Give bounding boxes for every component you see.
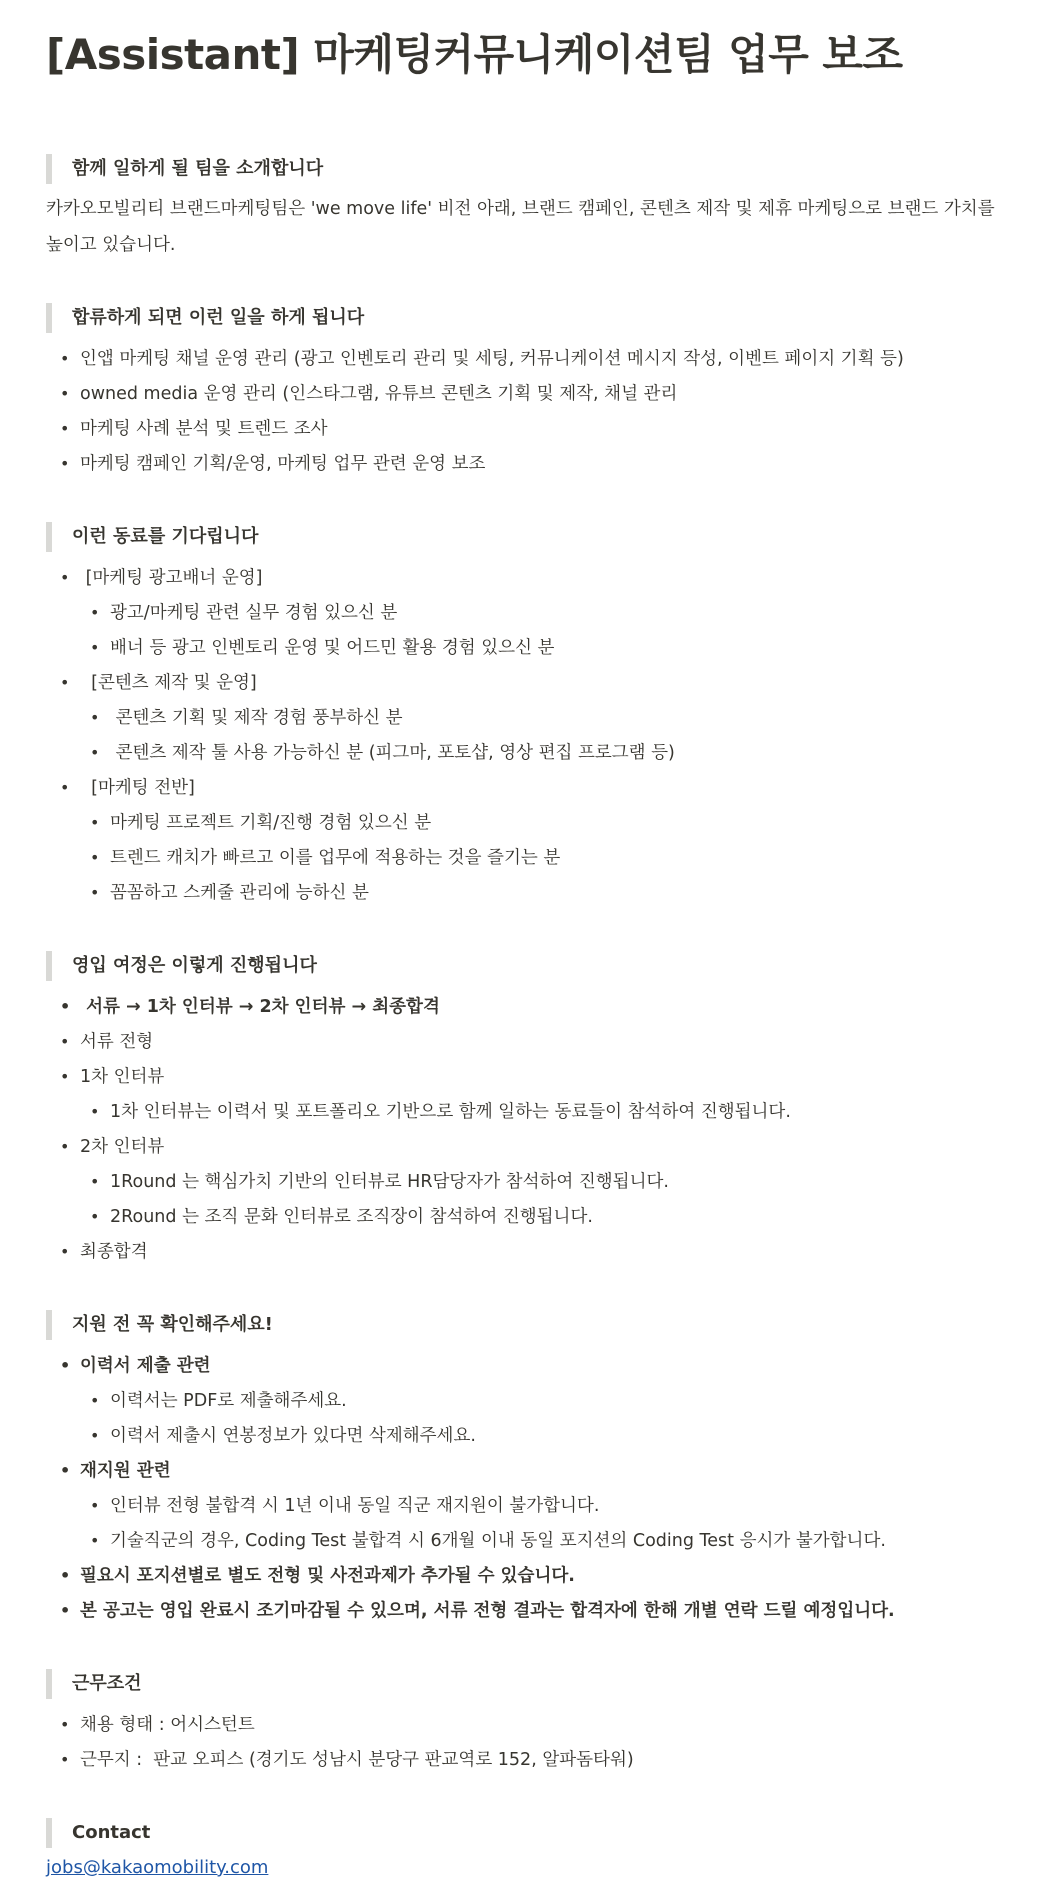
bullet-icon: • [90, 603, 100, 622]
page-title: [Assistant] 마케팅커뮤니케이션팀 업무 보조 [46, 30, 903, 79]
bullet-icon: • [60, 1566, 71, 1585]
bullet-icon: • [90, 813, 100, 832]
bullet-icon: • [90, 1207, 100, 1226]
list-item: • 인앱 마케팅 채널 운영 관리 (광고 인벤토리 관리 및 세팅, 커뮤니케이션 메시지 작성, 이벤트 페이지 기획 등) [60, 349, 904, 369]
section-heading-contact: Contact [46, 1818, 150, 1848]
bullet-icon: • [60, 454, 70, 473]
section-heading-notice: 지원 전 꼭 확인해주세요! [46, 1310, 273, 1340]
list-item: • 기술직군의 경우, Coding Test 불합격 시 6개월 이내 동일 포지션의 Coding Test 응시가 불가합니다. [90, 1531, 886, 1551]
team-intro-text: 카카오모빌리티 브랜드마케팅팀은 'we move life' 비전 아래, 브랜드 캠페인, 콘텐츠 제작 및 제휴 마케팅으로 브랜드 가치를 높이고 있습니다. [46, 199, 995, 255]
bullet-icon: • [90, 1102, 100, 1121]
bullet-icon: • [60, 1461, 71, 1480]
list-item: • 1차 인터뷰는 이력서 및 포트폴리오 기반으로 함께 일하는 동료들이 참석하여 진행됩니다. [90, 1102, 791, 1122]
bullet-icon: • [90, 883, 100, 902]
list-item: • 필요시 포지션별로 별도 전형 및 사전과제가 추가될 수 있습니다. [60, 1566, 575, 1586]
bullet-icon: • [90, 1531, 100, 1550]
bullet-icon: • [60, 568, 70, 587]
section-heading-team: 함께 일하게 될 팀을 소개합니다 [46, 154, 323, 184]
bullet-icon: • [60, 1032, 70, 1051]
list-item: • 채용 형태 : 어시스턴트 [60, 1715, 255, 1735]
list-item: • [콘텐츠 제작 및 운영] [60, 673, 257, 693]
bullet-icon: • [90, 708, 100, 727]
list-item: • 마케팅 프로젝트 기획/진행 경험 있으신 분 [90, 813, 432, 833]
bullet-icon: • [60, 1356, 71, 1375]
section-heading-colleague: 이런 동료를 기다립니다 [46, 522, 258, 552]
section-heading-duties: 합류하게 되면 이런 일을 하게 됩니다 [46, 303, 364, 333]
bullet-icon: • [60, 349, 70, 368]
list-item: • [마케팅 광고배너 운영] [60, 568, 263, 588]
bullet-icon: • [60, 997, 71, 1016]
section-heading-process: 영입 여정은 이렇게 진행됩니다 [46, 951, 317, 981]
bullet-icon: • [60, 1242, 70, 1261]
bullet-icon: • [60, 1715, 70, 1734]
bullet-icon: • [60, 1601, 71, 1620]
list-item: • 서류 전형 [60, 1032, 154, 1052]
list-item: • 1Round 는 핵심가치 기반의 인터뷰로 HR담당자가 참석하여 진행됩니다. [90, 1172, 669, 1192]
bullet-icon: • [90, 1391, 100, 1410]
list-item: • 1차 인터뷰 [60, 1067, 165, 1087]
list-item: • 2Round 는 조직 문화 인터뷰로 조직장이 참석하여 진행됩니다. [90, 1207, 593, 1227]
list-item: • 최종합격 [60, 1242, 148, 1262]
list-item: • 콘텐츠 제작 툴 사용 가능하신 분 (피그마, 포토샵, 영상 편집 프로그램 등) [90, 743, 675, 763]
bullet-icon: • [60, 384, 70, 403]
list-item: • 근무지 : 판교 오피스 (경기도 성남시 분당구 판교역로 152, 알파돔타워) [60, 1750, 634, 1770]
section-heading-conditions: 근무조건 [46, 1669, 142, 1699]
bullet-icon: • [90, 743, 100, 762]
bullet-icon: • [60, 1067, 70, 1086]
list-item: • 이력서는 PDF로 제출해주세요. [90, 1391, 347, 1411]
bullet-icon: • [90, 638, 100, 657]
bullet-icon: • [90, 1496, 100, 1515]
contact-email-link[interactable]: jobs@kakaomobility.com [46, 1857, 269, 1878]
list-item: • 마케팅 캠페인 기획/운영, 마케팅 업무 관련 운영 보조 [60, 454, 486, 474]
bullet-icon: • [60, 419, 70, 438]
list-item: • 광고/마케팅 관련 실무 경험 있으신 분 [90, 603, 398, 623]
bullet-icon: • [60, 778, 70, 797]
list-item: • 트렌드 캐치가 빠르고 이를 업무에 적용하는 것을 즐기는 분 [90, 848, 561, 868]
bullet-icon: • [60, 1137, 70, 1156]
bullet-icon: • [60, 673, 70, 692]
list-item: • 콘텐츠 기획 및 제작 경험 풍부하신 분 [90, 708, 403, 728]
list-item: • 재지원 관련 [60, 1461, 171, 1481]
list-item: • [마케팅 전반] [60, 778, 195, 798]
bullet-icon: • [60, 1750, 70, 1769]
bullet-icon: • [90, 1172, 100, 1191]
bullet-icon: • [90, 1426, 100, 1445]
list-item: • 본 공고는 영입 완료시 조기마감될 수 있으며, 서류 전형 결과는 합격자에 한해 개별 연락 드릴 예정입니다. [60, 1601, 895, 1621]
list-item: • 2차 인터뷰 [60, 1137, 165, 1157]
list-item: • 마케팅 사례 분석 및 트렌드 조사 [60, 419, 328, 439]
list-item: • 이력서 제출 관련 [60, 1356, 211, 1376]
list-item: • 꼼꼼하고 스케줄 관리에 능하신 분 [90, 883, 369, 903]
list-item: • 인터뷰 전형 불합격 시 1년 이내 동일 직군 재지원이 불가합니다. [90, 1496, 600, 1516]
list-item: • 이력서 제출시 연봉정보가 있다면 삭제해주세요. [90, 1426, 476, 1446]
list-item: • 배너 등 광고 인벤토리 운영 및 어드민 활용 경험 있으신 분 [90, 638, 555, 658]
list-item: • 서류 → 1차 인터뷰 → 2차 인터뷰 → 최종합격 [60, 997, 440, 1017]
bullet-icon: • [90, 848, 100, 867]
list-item: • owned media 운영 관리 (인스타그램, 유튜브 콘텐츠 기획 및 제작, 채널 관리 [60, 384, 678, 404]
